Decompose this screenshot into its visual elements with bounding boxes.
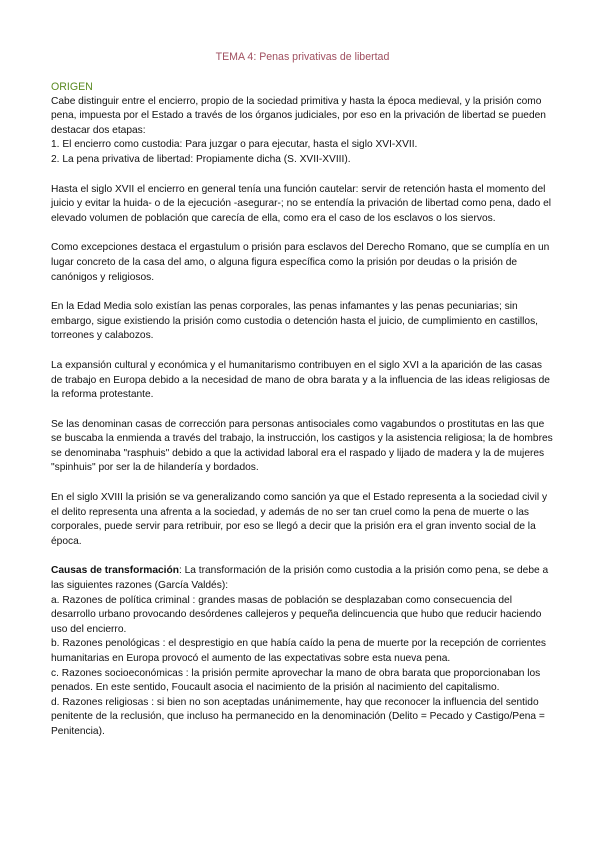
document-title: TEMA 4: Penas privativas de libertad bbox=[215, 51, 390, 63]
paragraph-middle-ages: En la Edad Media solo existían las penas corporales, las penas infamantes y las penas pecuniarias; sin embargo, sigue existiendo la prisión como custodia o detención hasta el juicio, de cumplimiento en castillos, torreones y calabozos. bbox=[51, 301, 539, 342]
paragraph-custody-function: Hasta el siglo XVII el encierro en general tenía una función cautelar: servir de retención hasta el momento del juicio y evitar la huida- o de la ejecución -asegurar-; no se entendía la privación de libertad como pena, dado el elevado volumen de población que carecía de ella, como era el caso de los esclavos o los siervos. bbox=[51, 183, 552, 224]
section-heading-origen: ORIGEN bbox=[51, 81, 93, 93]
stage-item: 1. El encierro como custodia: Para juzgar o para ejecutar, hasta el siglo XVI-XVII. bbox=[51, 139, 418, 151]
reason-item: d. Razones religiosas : si bien no son aceptadas unánimemente, hay que reconocer la influencia del sentido penitente de la reclusión, que incluso ha permanecido en la denominación (Delito = Pecado y Castigo/Pena = Penitencia). bbox=[51, 696, 545, 737]
causes-heading: Causas de transformación bbox=[51, 565, 179, 577]
reason-item: b. Razones penológicas : el desprestigio en que había caído la pena de muerte por la recepción de corrientes humanitarias en Europa provocó el aumento de las expectativas sobre esta nueva pena. bbox=[51, 638, 546, 664]
reason-item: c. Razones socioeconómicas : la prisión permite aprovechar la mano de obra barata que proporcionaban los penados. En este sentido, Foucault asocia el nacimiento de la prisión al nacimiento del capitalismo. bbox=[51, 667, 541, 694]
intro-paragraph: Cabe distinguir entre el encierro, propio de la sociedad primitiva y hasta la época medieval, y la prisión como pena, impuesta por el Estado a través de los órganos judiciales, por eso en la privación de libertad se pueden destacar dos etapas: bbox=[51, 95, 546, 136]
reason-list bbox=[51, 594, 554, 740]
paragraph-work-houses: La expansión cultural y económica y el humanitarismo contribuyen en el siglo XVI a la aparición de las casas de trabajo en Europa debido a la necesidad de mano de obra barata y a la influencia de las ideas religiosas de la reforma protestante. bbox=[51, 359, 550, 401]
paragraph-eighteenth-century: En el siglo XVIII la prisión se va generalizando como sanción ya que el Estado representa a la sociedad civil y el delito representa una afrenta a la sociedad, y además de no ser tan cruel como la pena de muerte o las corporales, puede servir para retribuir, por eso se llegó a decir que la prisión era el gran invento social de la época. bbox=[51, 492, 548, 547]
paragraph-exceptions: Como excepciones destaca el ergastulum o prisión para esclavos del Derecho Romano, que se cumplía en un lugar concreto de la casa del amo, o alguna figura específica como la prisión por deudas o la prisión de canónigos y religiosos. bbox=[51, 242, 550, 283]
stage-item: 2. La pena privativa de libertad: Propiamente dicha (S. XVII-XVIII). bbox=[51, 153, 351, 165]
paragraph-correction-houses: Se las denominan casas de corrección para personas antisociales como vagabundos o prostitutas en las que se buscaba la enmienda a través del trabajo, la instrucción, los castigos y la asistencia religiosa; la de hombres se denominaba "rasphuis" debido a que la actividad laboral era el raspado y lijado de madera y la de mujeres "spinhuis" por ser la de hilandería y bordados. bbox=[51, 418, 553, 474]
reason-item: a. Razones de política criminal : grandes masas de población se desplazaban como consecuencia del desarrollo urbano provocando desórdenes callejeros y pequeña delincuencia que hubo que reducir haciendo uso del encierro. bbox=[51, 594, 542, 635]
causes-intro-paragraph bbox=[51, 564, 554, 593]
stage-list bbox=[51, 138, 554, 167]
causes-intro-text: : La transformación de la prisión como custodia a la prisión como pena, se debe a las siguientes razones (García Valdés): bbox=[51, 565, 549, 592]
document-page bbox=[51, 50, 554, 740]
